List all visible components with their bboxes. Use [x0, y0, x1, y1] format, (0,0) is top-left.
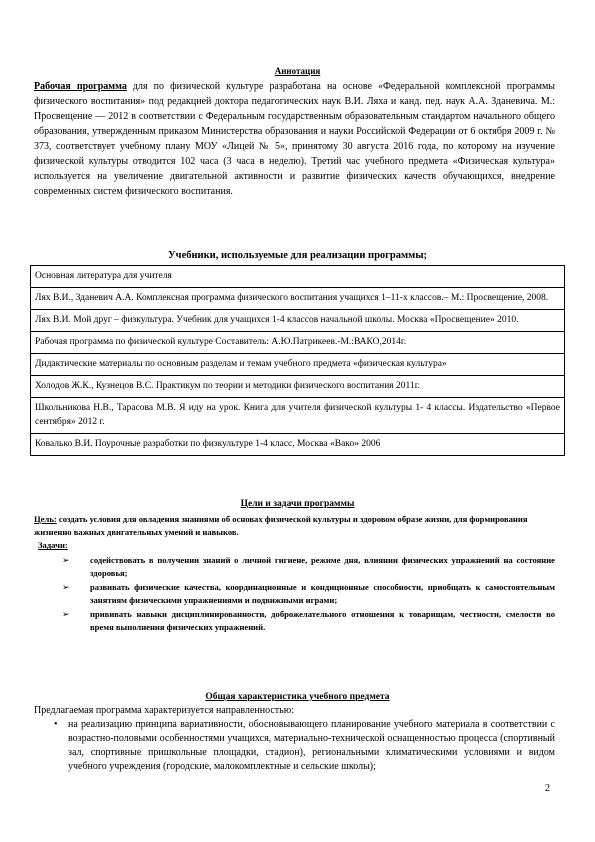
table-row — [31, 354, 565, 376]
general-heading: Общая характеристика учебного предмета — [205, 692, 390, 702]
goal-label: Цель: — [34, 514, 57, 524]
table-row — [31, 376, 565, 398]
general-intro: Предлагаемая программа характеризуется направленностью: — [34, 705, 294, 716]
task-text: прививать навыки дисциплинированности, доброжелательного отношения к товарищам, честности, смелости во время выполнения физических упражнений. — [90, 609, 555, 632]
list-item — [54, 718, 555, 774]
table-row — [31, 398, 565, 434]
general-item-text: на реализацию принципа вариативности, обосновывающего планирование учебного материала в соответствии с возрастно-половыми особенностями учащихся, материально-технической оснащенностью процесса (спортивный зал, спортивные пришкольные площадки, стадион), региональными климатическими условиями и видом учебного учреждения (городские, малокомплектные и сельские школы); — [68, 719, 555, 772]
table-cell: Холодов Ж.К., Кузнецов В.С. Практикум по теории и методики физического воспитания 2011г. — [31, 376, 565, 398]
table-row — [31, 332, 565, 354]
annotation-lead: Рабочая программа — [34, 81, 127, 92]
tasks-list — [62, 554, 555, 635]
table-row — [31, 434, 565, 456]
arrow-bullet-icon: ➢ — [62, 555, 70, 565]
table-row — [31, 266, 565, 288]
task-text: содействовать в получении знаний о личной гигиене, режиме дня, влиянии физических упражнений на состояние здоровья; — [90, 555, 555, 578]
arrow-bullet-icon: ➢ — [62, 582, 70, 592]
goal-text: создать условия для овладения знаниями об основах физической культуры и здоровом образе жизни, для формирования жизненно важных двигательных умений и навыков. — [34, 514, 528, 537]
task-text: развивать физические качества, координационные и кондиционные способности, приобщать к самостоятельным занятиям физическими упражнениями и подвижными играми; — [90, 582, 555, 605]
list-item — [62, 608, 555, 634]
goal-paragraph — [34, 513, 555, 539]
table-cell: Основная литература для учителя — [31, 266, 565, 288]
table-row — [31, 310, 565, 332]
list-item — [62, 581, 555, 607]
table-cell: Школьникова Н.В., Тарасова М.В. Я иду на урок. Книга для учителя физической культуры 1- 4 классы. Издательство «Первое сентября» 2012 г. — [31, 398, 565, 434]
arrow-bullet-icon: ➢ — [62, 609, 70, 619]
tasks-label: Задачи: — [38, 540, 68, 550]
table-row — [31, 288, 565, 310]
table-cell: Дидактические материалы по основным разделам и темам учебного предмета «физическая культура» — [31, 354, 565, 376]
textbooks-table — [30, 265, 565, 456]
table-cell: Лях В.И. Мой друг – физкультура. Учебник для учащихся 1-4 классов начальной школы. Москва «Просвещение» 2010. — [31, 310, 565, 332]
annotation-heading: Аннотация — [274, 66, 321, 76]
page-number: 2 — [545, 783, 550, 794]
general-list — [54, 718, 555, 774]
list-item — [62, 554, 555, 580]
table-cell: Ковалько В.И. Поурочные разработки по физкультуре 1-4 класс, Москва «Вако» 2006 — [31, 434, 565, 456]
textbooks-heading: Учебники, используемые для реализации программы; — [167, 250, 428, 261]
table-cell: Лях В.И., Зданевич А.А. Комплексная программа физического воспитания учащихся 1–11-х классов.– М.: Просвещение, 2008. — [31, 288, 565, 310]
annotation-body: для по физической культуре разработана на основе «Федеральной комплексной программы физического воспитания» под редакцией доктора педагогических наук В.И. Ляха и канд. пед. наук А.А. Зданевича. М.: Просвещение — 2012 в соответствии с Федеральным государственным образовательным стандартом начального общего образования, утвержденным приказом Министерства образования и науки Российской Федерации от 6 октября 2009 г. № 373, соответствует учебному плану МОУ «Лицей № 5», принятому 30 августа 2016 года, по которому на изучение физической культуры отводится 102 часа (3 часа в неделю). Третий час учебного предмета «Физическая культура» используется на увеличение двигательной активности и развитие физических качеств обучающихся, внедрение современных систем физического воспитания. — [34, 81, 555, 197]
bullet-icon: • — [54, 719, 58, 730]
goals-heading: Цели и задачи программы — [240, 499, 355, 509]
annotation-paragraph — [34, 79, 555, 199]
table-cell: Рабочая программа по физической культуре Составитель: А.Ю.Патрикеев.-М.:ВАКО,2014г. — [31, 332, 565, 354]
